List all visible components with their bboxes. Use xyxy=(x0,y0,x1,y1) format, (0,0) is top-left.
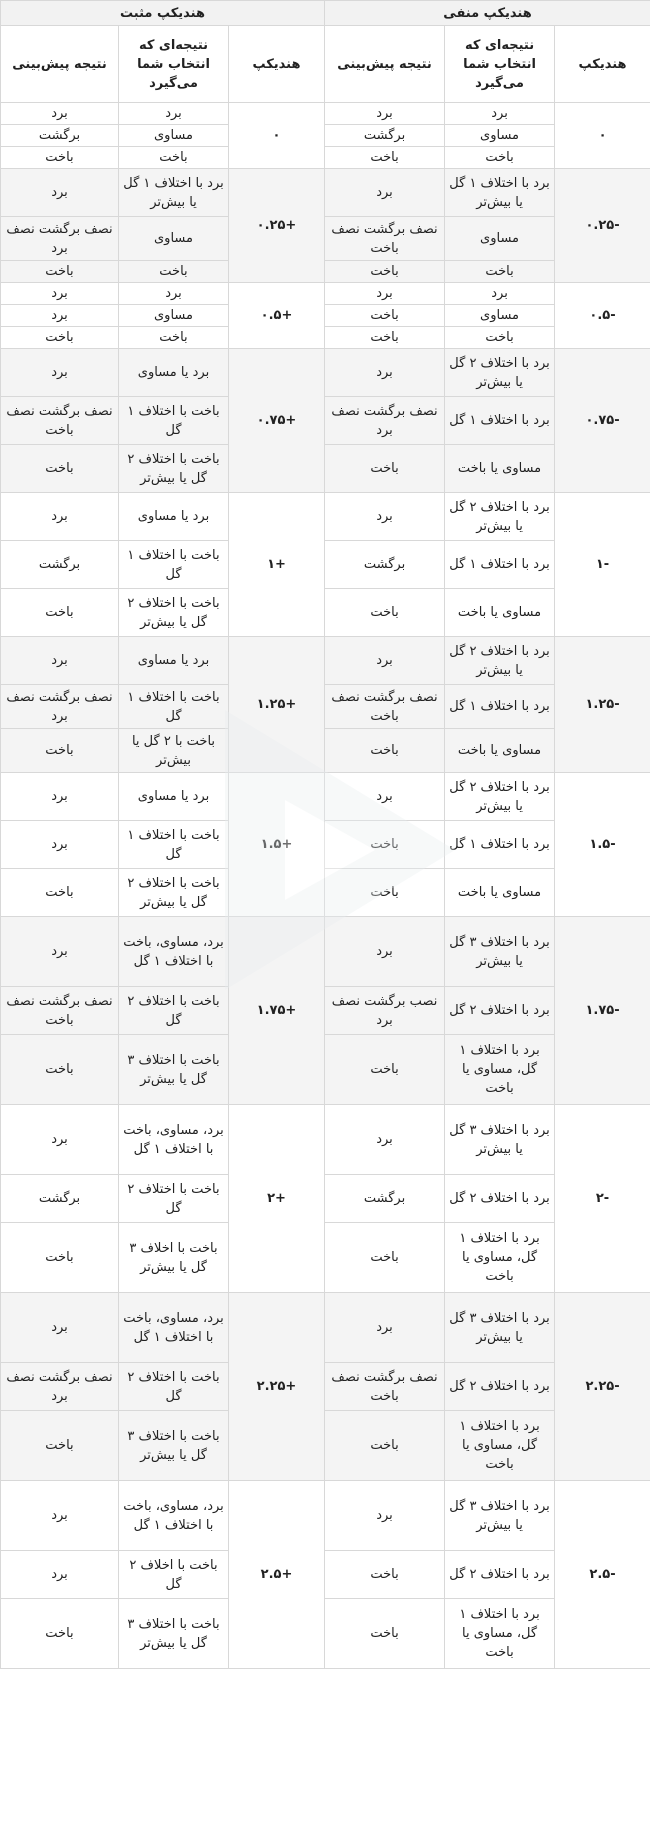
pos-predicted-cell: نصف برگشت نصف باخت xyxy=(1,397,119,445)
pos-predicted-cell: برد xyxy=(1,169,119,217)
neg-pick-result-cell: برد با اختلاف ۲ گل یا بیش‌تر xyxy=(445,773,555,821)
handicap-group xyxy=(1,773,650,917)
neg-predicted-cell: باخت xyxy=(325,589,445,637)
neg-pick-result-cell: برد با اختلاف ۳ گل یا بیش‌تر xyxy=(445,1293,555,1363)
table-row xyxy=(1,1481,650,1551)
neg-predicted-cell: باخت xyxy=(325,1599,445,1669)
neg-pick-result-cell: برد با اختلاف ۲ گل یا بیش‌تر xyxy=(445,349,555,397)
neg-pick-result-cell: مساوی یا باخت xyxy=(445,445,555,493)
pos-handicap-value: ۰.۵+ xyxy=(229,283,325,349)
pos-pick-result-cell: باخت با اختلاف ۲ گل یا بیش‌تر xyxy=(119,869,229,917)
neg-predicted-cell: نصف برگشت نصف باخت xyxy=(325,1363,445,1411)
neg-pick-result-cell: برد با اختلاف ۱ گل یا بیش‌تر xyxy=(445,169,555,217)
pos-predicted-cell: نصف برگشت نصف برد xyxy=(1,217,119,261)
neg-predicted-cell: برد xyxy=(325,349,445,397)
neg-pick-result-cell: برد با اختلاف ۳ گل یا بیش‌تر xyxy=(445,917,555,987)
pos-pick-result-cell: برد یا مساوی xyxy=(119,637,229,685)
neg-pick-result-cell: مساوی xyxy=(445,305,555,327)
pos-predicted-cell: برگشت xyxy=(1,541,119,589)
table-row xyxy=(1,147,650,169)
pos-predicted-cell: برد xyxy=(1,103,119,125)
neg-pick-result-cell: برد با اختلاف ۱ گل، مساوی یا باخت xyxy=(445,1411,555,1481)
neg-predicted-cell: برد xyxy=(325,1293,445,1363)
table-row xyxy=(1,589,650,637)
neg-predicted-cell: برد xyxy=(325,103,445,125)
handicap-group xyxy=(1,1481,650,1669)
pos-predicted-cell: برد xyxy=(1,821,119,869)
pos-pick-result-cell: باخت با اختلاف ۱ گل xyxy=(119,821,229,869)
table-row xyxy=(1,1599,650,1669)
pos-pick-result-cell: باخت با اختلاف ۲ گل xyxy=(119,1363,229,1411)
table-row xyxy=(1,1551,650,1599)
pos-predicted-cell: باخت xyxy=(1,1411,119,1481)
handicap-group xyxy=(1,169,650,283)
handicap-group xyxy=(1,493,650,637)
pos-pick-result-cell: برد، مساوی، باخت با اختلاف ۱ گل xyxy=(119,1481,229,1551)
neg-pick-result-cell: برد xyxy=(445,103,555,125)
neg-predicted-cell: نصب برگشت نصف برد xyxy=(325,987,445,1035)
neg-handicap-col-header: هندیکپ xyxy=(555,26,650,103)
neg-predicted-cell: باخت xyxy=(325,261,445,283)
pos-pick-result-col-header: نتیجه‌ای که انتخاب شما می‌گیرد xyxy=(119,26,229,103)
neg-predicted-cell: نصف برگشت نصف باخت xyxy=(325,685,445,729)
pos-predicted-cell: نصف برگشت نصف برد xyxy=(1,685,119,729)
pos-pick-result-cell: برد یا مساوی xyxy=(119,773,229,821)
neg-pick-result-cell: برد با اختلاف ۳ گل یا بیش‌تر xyxy=(445,1105,555,1175)
neg-pick-result-cell: برد با اختلاف ۳ گل یا بیش‌تر xyxy=(445,1481,555,1551)
table-row xyxy=(1,103,650,125)
neg-predicted-cell: برد xyxy=(325,1481,445,1551)
table-row xyxy=(1,349,650,397)
handicap-group xyxy=(1,103,650,169)
table-row xyxy=(1,1293,650,1363)
neg-pick-result-cell: برد با اختلاف ۱ گل xyxy=(445,541,555,589)
table-row xyxy=(1,685,650,729)
pos-pick-result-cell: باخت با اختلاف ۳ گل یا بیش‌تر xyxy=(119,1035,229,1105)
neg-predicted-cell: باخت xyxy=(325,1411,445,1481)
neg-pick-result-cell: برد با اختلاف ۱ گل xyxy=(445,821,555,869)
pos-predicted-cell: باخت xyxy=(1,729,119,773)
neg-pick-result-cell: برد با اختلاف ۱ گل، مساوی یا باخت xyxy=(445,1035,555,1105)
table-row xyxy=(1,445,650,493)
neg-predicted-cell: برد xyxy=(325,283,445,305)
neg-predicted-cell: باخت xyxy=(325,445,445,493)
neg-handicap-value: ۰ xyxy=(555,103,650,169)
table-row xyxy=(1,283,650,305)
pos-pick-result-cell: مساوی xyxy=(119,125,229,147)
pos-handicap-value: ۱+ xyxy=(229,493,325,637)
pos-pick-result-cell: برد xyxy=(119,103,229,125)
neg-predicted-cell: نصف برگشت نصف باخت xyxy=(325,217,445,261)
handicap-group xyxy=(1,1105,650,1293)
table-row xyxy=(1,493,650,541)
pos-handicap-value: ۰.۲۵+ xyxy=(229,169,325,283)
handicap-group xyxy=(1,1293,650,1481)
pos-pick-result-cell: باخت xyxy=(119,261,229,283)
neg-predicted-cell: برد xyxy=(325,773,445,821)
neg-handicap-value: ۱.۷۵- xyxy=(555,917,650,1105)
table-row xyxy=(1,773,650,821)
neg-pick-result-cell: برد با اختلاف ۱ گل، مساوی یا باخت xyxy=(445,1599,555,1669)
pos-predicted-cell: برگشت xyxy=(1,125,119,147)
neg-predicted-cell: برگشت xyxy=(325,1175,445,1223)
pos-predicted-cell: باخت xyxy=(1,589,119,637)
table-row xyxy=(1,327,650,349)
neg-handicap-value: ۰.۵- xyxy=(555,283,650,349)
table-row xyxy=(1,1411,650,1481)
positive-handicap-header: هندیکپ مثبت xyxy=(1,1,325,26)
neg-pick-result-cell: برد با اختلاف ۲ گل یا بیش‌تر xyxy=(445,493,555,541)
neg-pick-result-cell: مساوی یا باخت xyxy=(445,869,555,917)
table-row xyxy=(1,217,650,261)
neg-predicted-cell: باخت xyxy=(325,729,445,773)
neg-predicted-cell: باخت xyxy=(325,327,445,349)
pos-pick-result-cell: باخت با اختلاف ۱ گل xyxy=(119,685,229,729)
table-row xyxy=(1,821,650,869)
handicap-group xyxy=(1,917,650,1105)
neg-pick-result-col-header: نتیجه‌ای که انتخاب شما می‌گیرد xyxy=(445,26,555,103)
table-row xyxy=(1,637,650,685)
pos-pick-result-cell: باخت با اختلاف ۲ گل یا بیش‌تر xyxy=(119,445,229,493)
neg-predicted-cell: باخت xyxy=(325,147,445,169)
pos-handicap-value: ۲+ xyxy=(229,1105,325,1293)
neg-handicap-value: ۲- xyxy=(555,1105,650,1293)
neg-predicted-cell: باخت xyxy=(325,1223,445,1293)
pos-pick-result-cell: برد، مساوی، باخت با اختلاف ۱ گل xyxy=(119,917,229,987)
table-row xyxy=(1,1105,650,1175)
neg-predicted-col-header: نتیجه پیش‌بینی xyxy=(325,26,445,103)
neg-pick-result-cell: برد با اختلاف ۲ گل xyxy=(445,987,555,1035)
neg-pick-result-cell: برد با اختلاف ۲ گل یا بیش‌تر xyxy=(445,637,555,685)
neg-handicap-value: ۰.۲۵- xyxy=(555,169,650,283)
pos-pick-result-cell: برد، مساوی، باخت با اختلاف ۱ گل xyxy=(119,1293,229,1363)
neg-handicap-value: ۰.۷۵- xyxy=(555,349,650,493)
handicap-group xyxy=(1,283,650,349)
pos-predicted-cell: برد xyxy=(1,349,119,397)
neg-pick-result-cell: برد با اختلاف ۲ گل xyxy=(445,1551,555,1599)
pos-pick-result-cell: باخت با اختلاف ۲ گل یا بیش‌تر xyxy=(119,589,229,637)
neg-pick-result-cell: برد با اختلاف ۲ گل xyxy=(445,1363,555,1411)
pos-pick-result-cell: برد یا مساوی xyxy=(119,493,229,541)
table-row xyxy=(1,1175,650,1223)
pos-predicted-cell: برد xyxy=(1,1293,119,1363)
neg-predicted-cell: برد xyxy=(325,917,445,987)
neg-pick-result-cell: مساوی یا باخت xyxy=(445,589,555,637)
neg-predicted-cell: باخت xyxy=(325,1035,445,1105)
neg-handicap-value: ۱- xyxy=(555,493,650,637)
neg-pick-result-cell: باخت xyxy=(445,261,555,283)
table-row xyxy=(1,1223,650,1293)
pos-pick-result-cell: باخت با اختلاف ۱ گل xyxy=(119,541,229,589)
pos-pick-result-cell: برد، مساوی، باخت با اختلاف ۱ گل xyxy=(119,1105,229,1175)
pos-predicted-cell: برد xyxy=(1,917,119,987)
pos-pick-result-cell: باخت با اختلاف ۲ گل xyxy=(119,1175,229,1223)
table-row xyxy=(1,125,650,147)
table-row xyxy=(1,917,650,987)
neg-pick-result-cell: مساوی xyxy=(445,217,555,261)
pos-predicted-cell: برد xyxy=(1,1105,119,1175)
neg-pick-result-cell: برد با اختلاف ۲ گل xyxy=(445,1175,555,1223)
pos-predicted-cell: برگشت xyxy=(1,1175,119,1223)
neg-predicted-cell: برد xyxy=(325,1105,445,1175)
pos-handicap-value: ۲.۵+ xyxy=(229,1481,325,1669)
pos-pick-result-cell: باخت با اختلاف ۱ گل xyxy=(119,397,229,445)
neg-pick-result-cell: مساوی یا باخت xyxy=(445,729,555,773)
pos-pick-result-cell: باخت با اختلاف ۳ گل یا بیش‌تر xyxy=(119,1599,229,1669)
neg-predicted-cell: باخت xyxy=(325,821,445,869)
neg-pick-result-cell: برد xyxy=(445,283,555,305)
table-row xyxy=(1,305,650,327)
pos-pick-result-cell: مساوی xyxy=(119,217,229,261)
pos-predicted-cell: برد xyxy=(1,1481,119,1551)
pos-handicap-col-header: هندیکپ xyxy=(229,26,325,103)
neg-predicted-cell: برگشت xyxy=(325,541,445,589)
neg-predicted-cell: باخت xyxy=(325,869,445,917)
table-row xyxy=(1,397,650,445)
table-row xyxy=(1,729,650,773)
pos-pick-result-cell: باخت با اخلاف ۳ گل یا بیش‌تر xyxy=(119,1223,229,1293)
pos-predicted-cell: باخت xyxy=(1,445,119,493)
neg-predicted-cell: برد xyxy=(325,493,445,541)
table-row xyxy=(1,169,650,217)
pos-handicap-value: ۰.۷۵+ xyxy=(229,349,325,493)
table-row xyxy=(1,1363,650,1411)
pos-predicted-cell: برد xyxy=(1,1551,119,1599)
pos-predicted-cell: باخت xyxy=(1,1035,119,1105)
table-row xyxy=(1,987,650,1035)
pos-predicted-cell: برد xyxy=(1,773,119,821)
neg-handicap-value: ۲.۲۵- xyxy=(555,1293,650,1481)
pos-handicap-value: ۱.۷۵+ xyxy=(229,917,325,1105)
table-row xyxy=(1,261,650,283)
pos-predicted-cell: برد xyxy=(1,637,119,685)
pos-pick-result-cell: باخت xyxy=(119,147,229,169)
pos-pick-result-cell: برد با اختلاف ۱ گل یا بیش‌تر xyxy=(119,169,229,217)
pos-predicted-cell: باخت xyxy=(1,1599,119,1669)
neg-handicap-value: ۱.۵- xyxy=(555,773,650,917)
pos-predicted-cell: باخت xyxy=(1,147,119,169)
table-row xyxy=(1,541,650,589)
pos-predicted-cell: باخت xyxy=(1,261,119,283)
neg-predicted-cell: باخت xyxy=(325,305,445,327)
table-row xyxy=(1,869,650,917)
neg-predicted-cell: نصف برگشت نصف برد xyxy=(325,397,445,445)
pos-pick-result-cell: باخت با ۲ گل یا بیش‌تر xyxy=(119,729,229,773)
neg-predicted-cell: برگشت xyxy=(325,125,445,147)
negative-handicap-header: هندیکپ منفی xyxy=(325,1,650,26)
pos-predicted-cell: نصف برگشت نصف باخت xyxy=(1,987,119,1035)
pos-handicap-value: ۱.۲۵+ xyxy=(229,637,325,773)
neg-predicted-cell: باخت xyxy=(325,1551,445,1599)
table-row xyxy=(1,1035,650,1105)
pos-predicted-cell: باخت xyxy=(1,869,119,917)
pos-pick-result-cell: مساوی xyxy=(119,305,229,327)
pos-pick-result-cell: برد یا مساوی xyxy=(119,349,229,397)
neg-predicted-cell: برد xyxy=(325,169,445,217)
neg-predicted-cell: برد xyxy=(325,637,445,685)
neg-pick-result-cell: برد با اختلاف ۱ گل xyxy=(445,397,555,445)
pos-predicted-cell: باخت xyxy=(1,327,119,349)
pos-pick-result-cell: باخت با اختلاف ۲ گل xyxy=(119,987,229,1035)
neg-pick-result-cell: مساوی xyxy=(445,125,555,147)
pos-pick-result-cell: باخت با اختلاف ۳ گل یا بیش‌تر xyxy=(119,1411,229,1481)
pos-predicted-cell: برد xyxy=(1,493,119,541)
neg-handicap-value: ۱.۲۵- xyxy=(555,637,650,773)
pos-pick-result-cell: برد xyxy=(119,283,229,305)
pos-predicted-cell: برد xyxy=(1,283,119,305)
handicap-group xyxy=(1,349,650,493)
neg-pick-result-cell: برد با اختلاف ۱ گل xyxy=(445,685,555,729)
handicap-group xyxy=(1,637,650,773)
pos-pick-result-cell: باخت xyxy=(119,327,229,349)
neg-pick-result-cell: برد با اختلاف ۱ گل، مساوی یا باخت xyxy=(445,1223,555,1293)
pos-handicap-value: ۱.۵+ xyxy=(229,773,325,917)
neg-pick-result-cell: باخت xyxy=(445,147,555,169)
pos-predicted-col-header: نتیجه پیش‌بینی xyxy=(1,26,119,103)
neg-handicap-value: ۲.۵- xyxy=(555,1481,650,1669)
neg-pick-result-cell: باخت xyxy=(445,327,555,349)
pos-pick-result-cell: باخت با اخلاف ۲ گل xyxy=(119,1551,229,1599)
pos-predicted-cell: باخت xyxy=(1,1223,119,1293)
pos-predicted-cell: نصف برگشت نصف برد xyxy=(1,1363,119,1411)
pos-handicap-value: ۲.۲۵+ xyxy=(229,1293,325,1481)
pos-handicap-value: ۰ xyxy=(229,103,325,169)
pos-predicted-cell: برد xyxy=(1,305,119,327)
